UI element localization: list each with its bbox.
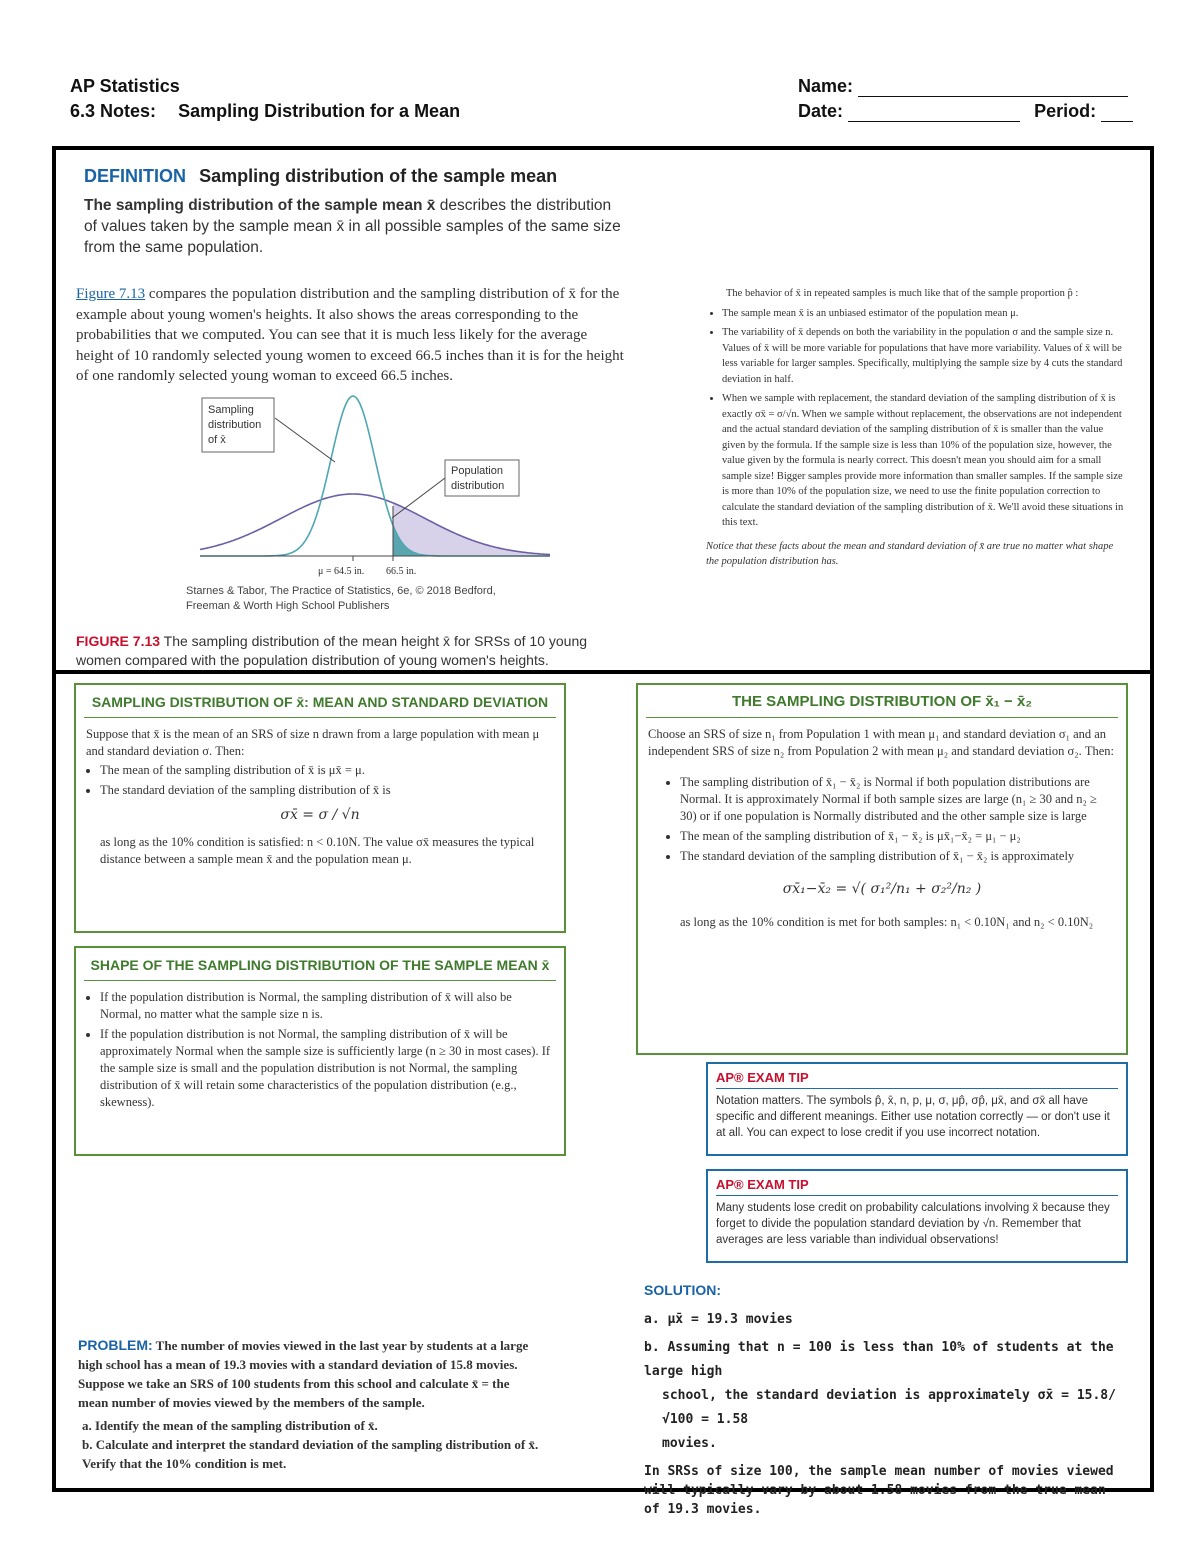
exam-tip-2: [706, 1169, 1128, 1263]
figure-link[interactable]: Figure 7.13: [76, 286, 146, 302]
mean-sd-formula: σx̄ = σ / √n: [280, 807, 360, 823]
population-curve: [200, 494, 550, 555]
shape-title: SHAPE OF THE SAMPLING DISTRIBUTION OF THE SAMPLE MEAN x̄: [90, 957, 550, 973]
difference-formula-lhs: σx̄₁−x̄₂ =: [782, 881, 848, 897]
population-label-line2: distribution: [451, 480, 505, 492]
mean-sd-body: [76, 726, 564, 868]
difference-bullet-3: • The standard deviation of the sampling distribution of x̄₁ − x̄₂ is approximately: [680, 848, 1116, 865]
caption-label: FIGURE 7.13: [76, 633, 161, 649]
figure-paragraph-text: compares the population distribution and the sampling distribution of x̄ for the example about young women's heights. It also shows the areas corresponding to the probabilities that we computed. You can see that it is much less likely for the average height of 10 randomly selected young women to exceed 66.5 inches than it is for the height of one randomly selected young woman to exceed 66.5 inches.: [76, 286, 624, 384]
shape-bullet-2: • If the population distribution is not Normal, the sampling distribution of x̄ will be approximately Normal when the sample size is sufficiently large (n ≥ 30 in most cases). If the sample size is small and the population distribution is not Normal, the sampling distribution of x̄ will retain some characteristics of the population distribution (e.g., skewness).: [100, 1026, 554, 1111]
behavior-bullet-1: • The sample mean x̄ is an unbiased estimator of the population mean μ.: [722, 306, 1126, 322]
difference-condition: as long as the 10% condition is met for both samples: n₁ < 0.10N₁ and n₂ < 0.10N₂: [680, 915, 1094, 929]
sampling-label-line3: of x̄: [208, 434, 226, 446]
population-label-line1: Population: [451, 465, 503, 477]
credit-line2: Freeman & Worth High School Publishers: [186, 600, 390, 612]
problem-label: PROBLEM:: [78, 1337, 153, 1353]
solution-part-b-line2: school, the standard deviation is approximately σx̄ = 15.8/√100 = 1.58: [662, 1388, 1116, 1427]
course-title: AP Statistics: [70, 76, 180, 96]
behavior-bullet-3: [722, 391, 1126, 531]
problem-statement: [78, 1336, 540, 1412]
difference-formula: [648, 881, 1116, 898]
population-tail-area: [200, 494, 550, 556]
mean-sd-intro: Suppose that x̄ is the mean of an SRS of size n drawn from a large population with mean μ and standard deviation σ. Then:: [86, 727, 540, 758]
difference-bullet-1: • The sampling distribution of x̄₁ − x̄₂ is Normal if both population distributions are Normal. It is approximately Normal if both sample sizes are large (n₁ ≥ 30 and n₂ ≥ 30) or if one population is Normally distributed and the other sample size is large: [680, 774, 1116, 825]
period-label: Period:: [1034, 101, 1097, 121]
tick-label-mu: μ = 64.5 in.: [318, 566, 365, 577]
difference-bullet-2: • The mean of the sampling distribution of x̄₁ − x̄₂ is μx̄₁−x̄₂ = μ₁ − μ₂: [680, 828, 1116, 845]
difference-body: [638, 726, 1126, 931]
behavior-bullet-3a: When we sample with replacement, the standard deviation of the sampling distribution of x̄ is exactly σx̄ = σ/√n. When we sample without replacement, the: [722, 393, 1116, 420]
difference-box: [636, 683, 1128, 1055]
date-label: Date:: [798, 101, 844, 121]
problem-part-a: a. Identify the mean of the sampling distribution of x̄.: [82, 1418, 378, 1433]
exam-tip-1-rule: [716, 1088, 1118, 1089]
exam-tip-2-body: Many students lose credit on probability calculations involving x̄ because they forget to divide the population standard deviation by √n. Remember that averages are less variable than individual observations!: [716, 1202, 1110, 1246]
exam-tip-1-title: AP® EXAM TIP: [716, 1070, 809, 1085]
notes-title: [70, 101, 460, 122]
difference-intro: Choose an SRS of size n₁ from Population 1 with mean μ₁ and standard deviation σ₁ and an independent SRS of size n₂ from Population 2 with mean μ₂ and standard deviation σ₂. Then:: [648, 727, 1115, 758]
shape-body: [76, 989, 564, 1111]
figure-paragraph: [76, 284, 626, 387]
notes-topic: Sampling Distribution for a Mean: [178, 101, 461, 121]
mean-sd-rule: [84, 717, 556, 718]
difference-rule: [646, 717, 1118, 718]
definition-term: The sampling distribution of the sample mean x̄: [84, 197, 436, 214]
behavior-bullet-3b: observations are not independent and the actual standard deviation of the sampling distribution of x̄ is smaller than the value given by the formula. If the sample size is less than 10% of the population size, however, the value given by the formula is nearly correct. This doesn't mean you should aim for a small sample size! Bigger samples provide more information than smaller samples. If the sample size is more than 10% of the population size, we need to use the finite population correction to calculate the standard deviation of the sampling distribution of x̄. We'll avoid these situations in this text.: [722, 408, 1124, 528]
mean-sd-bullet-2: • The standard deviation of the sampling distribution of x̄ is: [100, 782, 554, 799]
problem-block: [78, 1336, 540, 1473]
mean-sd-condition: as long as the 10% condition is satisfied: n < 0.10N. The value σx̄ measures the typical distance between a sample mean x̄ and the population mean μ.: [100, 835, 535, 866]
name-line[interactable]: [858, 80, 1128, 97]
notes-label: 6.3 Notes:: [70, 101, 157, 121]
behavior-intro: The behavior of x̄ in repeated samples is much like that of the sample proportion p̂ :: [726, 288, 1079, 299]
behavior-bullet-2: • The variability of x̄ depends on both the variability in the population σ and the sample size n. Values of x̄ will be more variable for populations that have more variability. Values of x̄ will be less variable for larger samples. Specifically, multiplying the sample size by 4 cuts the standard deviation in half.: [722, 325, 1126, 387]
exam-tip-1: [706, 1062, 1128, 1156]
difference-formula-rhs: √( σ₁²/n₁ + σ₂²/n₂ ): [851, 881, 982, 897]
sampling-label-line2: distribution: [208, 419, 262, 431]
sampling-pointer: [275, 418, 335, 462]
tick-label-665: 66.5 in.: [386, 566, 417, 577]
definition-label: DEFINITION: [84, 166, 186, 186]
name-field[interactable]: [798, 76, 1128, 97]
exam-tip-1-body: Notation matters. The symbols p̂, x̄, n, p, μ, σ, μp̂, σp̂, μx̄, and σx̄ all have specific and different meanings. Either use notation correctly — or don't use it at all. You can expect to lose credit if you use incorrect notation.: [716, 1095, 1110, 1139]
credit-line1: Starnes & Tabor, The Practice of Statistics, 6e, © 2018 Bedford,: [186, 585, 496, 597]
date-line[interactable]: [848, 105, 1020, 122]
behavior-notes: [706, 286, 1126, 570]
mean-sd-box: [74, 683, 566, 933]
mean-sd-title: SAMPLING DISTRIBUTION OF x̄: MEAN AND STANDARD DEVIATION: [91, 694, 549, 710]
solution-part-b-line1: b. Assuming that n = 100 is less than 10% of students at the large high: [644, 1340, 1114, 1379]
name-label: Name:: [798, 76, 854, 96]
definition-body: [84, 195, 624, 258]
shape-box: [74, 946, 566, 1156]
solution-title: SOLUTION:: [644, 1282, 721, 1298]
caption-text: The sampling distribution of the mean height x̄ for SRSs of 10 young women compared with the population distribution of young women's heights.: [76, 633, 588, 668]
figure-caption: [76, 632, 616, 670]
sampling-label-line1: Sampling: [208, 404, 254, 416]
figure-credit: [186, 584, 496, 614]
difference-title: THE SAMPLING DISTRIBUTION OF x̄₁ − x̄₂: [732, 693, 1032, 710]
definition-block: [84, 166, 624, 258]
mean-sd-bullet-1: • The mean of the sampling distribution of x̄ is μx̄ = μ.: [100, 762, 554, 779]
definition-title: Sampling distribution of the sample mean: [199, 166, 558, 186]
problem-part-b: b. Calculate and interpret the standard deviation of the sampling distribution of x̄. Verify that the 10% condition is met.: [82, 1437, 539, 1471]
shape-rule: [84, 980, 556, 981]
shape-bullet-1: • If the population distribution is Normal, the sampling distribution of x̄ will also be Normal, no matter what the sample size n is.: [100, 989, 554, 1023]
exam-tip-2-title: AP® EXAM TIP: [716, 1177, 809, 1192]
normal-curves-figure: [200, 390, 550, 580]
exam-tip-2-rule: [716, 1195, 1118, 1196]
population-pointer: [392, 478, 445, 518]
behavior-note: Notice that these facts about the mean and standard deviation of x̄ are true no matter what shape the population distribution has.: [706, 540, 1114, 567]
solution-part-a: a. μx̄ = 19.3 movies: [644, 1312, 793, 1327]
definition-text: describes the distribution of values taken by the sample mean x̄ in all possible samples of the same size from the same population.: [84, 197, 621, 256]
date-period-field[interactable]: [798, 101, 1133, 122]
period-line[interactable]: [1101, 105, 1133, 122]
solution-block: [644, 1282, 1124, 1519]
solution-interpretation: In SRSs of size 100, the sample mean number of movies viewed will typically vary by about 1.58 movies from the true mean of 19.3 movies.: [644, 1464, 1114, 1517]
solution-part-b-line3: movies.: [662, 1436, 717, 1451]
problem-text: The number of movies viewed in the last year by students at a large high school has a mean of 19.3 movies with a standard deviation of 15.8 movies. Suppose we take an SRS of 100 students from this school and calculate x̄ = the mean number of movies viewed by the members of the sample.: [78, 1338, 529, 1410]
